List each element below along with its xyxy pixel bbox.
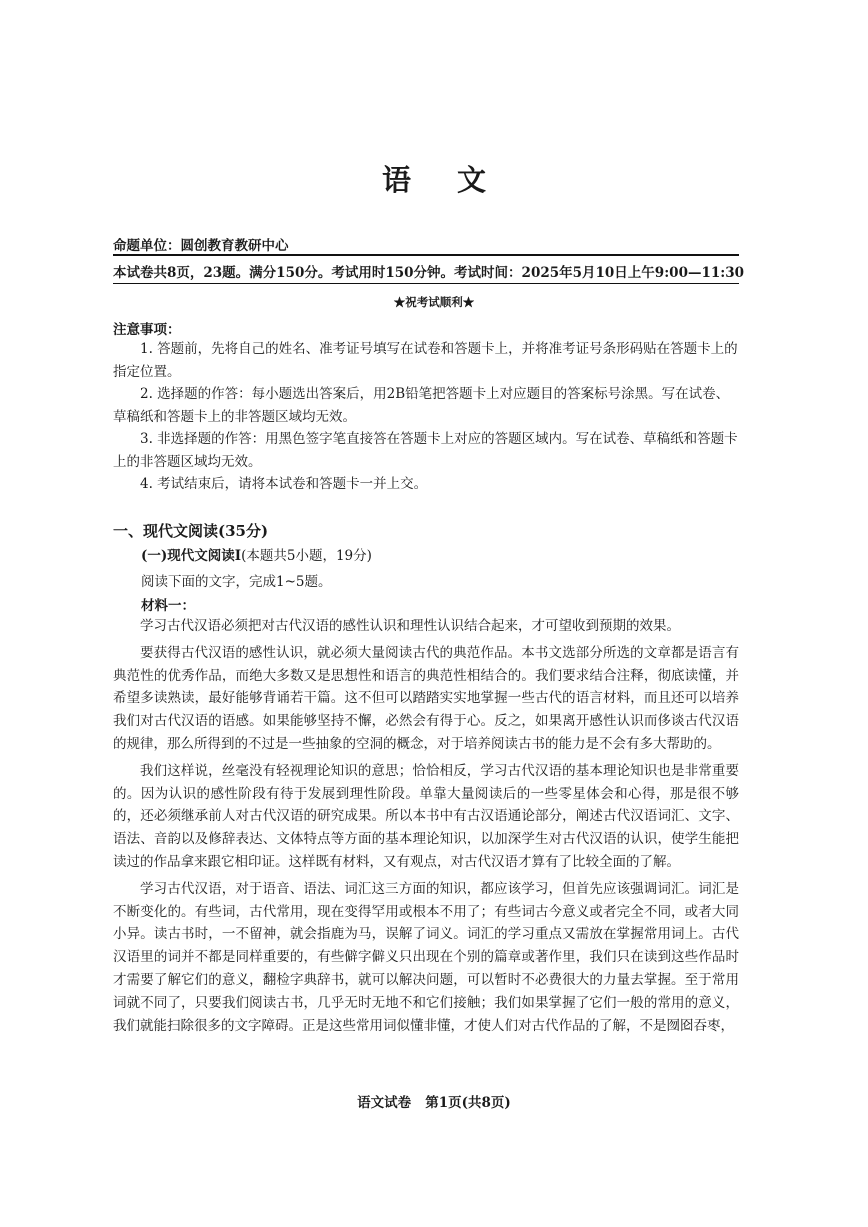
exam-info-left: 本试卷共8页，23题。满分150分。考试用时150分钟。: [113, 265, 455, 281]
page-footer: 语文试卷 第1页(共8页): [357, 1095, 511, 1111]
note-item: 4. 考试结束后，请将本试卷和答题卡一并上交。: [140, 476, 428, 492]
reading-instruction: 阅读下面的文字，完成1~5题。: [141, 574, 332, 590]
subsection-heading: [141, 544, 372, 564]
note-item: 2. 选择题的作答：每小题选出答案后，用2B铅笔把答题卡上对应题目的答案标号涂黑。写在试卷、草稿纸和答题卡上的非答题区域均无效。: [113, 386, 730, 425]
exam-time: 考试时间：2025年5月10日上午9:00—11:30: [454, 265, 745, 281]
material-text: [113, 615, 739, 1037]
paragraph: 我们这样说，丝毫没有轻视理论知识的意思；恰恰相反，学习古代汉语的基本理论知识也是非常重要的。因为认识的感性阶段有待于发展到理性阶段。单靠大量阅读后的一些零星体会和心得，那是很不够的，还必须继承前人对古代汉语的研究成果。所以本书中有古汉语通论部分，阐述古代汉语词汇、文字、语法、音韵以及修辞表达、文体特点等方面的基本理论知识，以加深学生对古代汉语的认识，使学生能把读过的作品拿来跟它相印证。这样既有材料，又有观点，对古代汉语才算有了比较全面的了解。: [113, 762, 739, 870]
paragraph: 要获得古代汉语的感性认识，就必须大量阅读古代的典范作品。本书文选部分所选的文章都是语言有典范性的优秀作品，而绝大多数又是思想性和语言的典范性相结合的。我们要求结合注释，彻底读懂，并希望多读熟读，最好能够背诵若干篇。这不但可以踏踏实实地掌握一些古代的语言材料，而且还可以培养我们对古代汉语的语感。如果能够坚持不懈，必然会有得于心。反之，如果离开感性认识而侈谈古代汉语的规律，那么所得到的不过是一些抽象的空洞的概念，对于培养阅读古书的能力是不会有多大帮助的。: [113, 644, 739, 752]
divider-top: [113, 254, 739, 256]
notes-list: [113, 338, 739, 496]
section-heading: 一、现代文阅读(35分): [113, 522, 269, 540]
note-item: 1. 答题前，先将自己的姓名、准考证号填写在试卷和答题卡上，并将准考证号条形码贴在答题卡上的指定位置。: [113, 341, 738, 380]
good-luck-banner: ★祝考试顺利★: [393, 295, 475, 309]
material-label: 材料一：: [141, 598, 195, 614]
subsection-title: (一)现代文阅读Ⅰ: [141, 548, 242, 564]
page-title: 语文: [381, 163, 532, 197]
note-item: 3. 非选择题的作答：用黑色签字笔直接答在答题卡上对应的答题区域内。写在试卷、草稿纸和答题卡上的非答题区域均无效。: [113, 431, 738, 470]
watermark: [382, 562, 582, 602]
paragraph: 学习古代汉语，对于语音、语法、词汇这三方面的知识，都应该学习，但首先应该强调词汇。词汇是不断变化的。有些词，古代常用，现在变得罕用或根本不用了；有些词古今意义或者完全不同，或者大同小异。读古书时，一不留神，就会指鹿为马，误解了词义。词汇的学习重点又需放在掌握常用词上。古代汉语里的词并不都是同样重要的，有些僻字僻义只出现在个别的篇章或著作里，我们只在读到这些作品时才需要了解它们的意义，翻检字典辞书，就可以解决问题，可以暂时不必费很大的力量去掌握。至于常用词就不同了，只要我们阅读古书，几乎无时无地不和它们接触；我们如果掌握了它们一般的常用的意义，我们就能扫除很多的文字障碍。正是这些常用词似懂非懂，才使人们对古代作品的了解，不是囫囵吞枣，: [113, 880, 739, 1034]
subsection-detail: (本题共5小题，19分): [241, 548, 372, 564]
divider-bottom: [113, 283, 739, 284]
notes-heading: 注意事项：: [113, 322, 181, 338]
paragraph: 学习古代汉语必须把对古代汉语的感性认识和理性认识结合起来，才可望收到预期的效果。: [140, 618, 680, 634]
exam-info-row: [113, 261, 745, 281]
author-unit: 命题单位：圆创教育教研中心: [113, 238, 289, 254]
